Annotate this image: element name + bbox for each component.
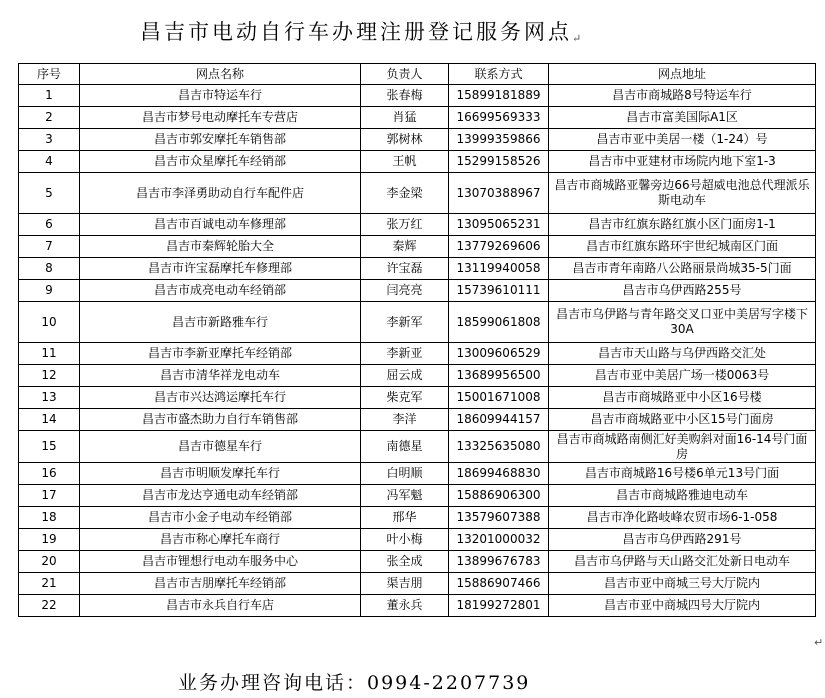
cell-address: 昌吉市商城路南侧汇好美购斜对面16-14号门面房	[549, 431, 816, 463]
cell-index: 14	[19, 409, 80, 431]
cell-person: 李新亚	[361, 343, 449, 365]
cell-index: 9	[19, 280, 80, 302]
cell-name: 昌吉市郭安摩托车销售部	[80, 129, 361, 151]
cell-person: 董永兵	[361, 595, 449, 617]
cell-index: 5	[19, 173, 80, 214]
cell-index: 22	[19, 595, 80, 617]
paragraph-mark-icon: ↵	[814, 636, 824, 649]
cell-phone: 13779269606	[449, 236, 549, 258]
table-row	[19, 387, 816, 409]
cell-person: 张春梅	[361, 85, 449, 107]
cell-name: 昌吉市德星车行	[80, 431, 361, 463]
cell-person: 肖猛	[361, 107, 449, 129]
cell-index: 16	[19, 463, 80, 485]
table-row	[19, 431, 816, 463]
table-row	[19, 173, 816, 214]
cell-person: 张万红	[361, 214, 449, 236]
cell-address: 昌吉市商城路亚中小区15号门面房	[549, 409, 816, 431]
cell-person: 白明顺	[361, 463, 449, 485]
cell-index: 2	[19, 107, 80, 129]
table-row	[19, 463, 816, 485]
cell-address: 昌吉市商城路雅迪电动车	[549, 485, 816, 507]
cell-person: 张全成	[361, 551, 449, 573]
cell-person: 渠吉朋	[361, 573, 449, 595]
table-row	[19, 280, 816, 302]
cell-address: 昌吉市中亚建材市场院内地下室1-3	[549, 151, 816, 173]
table-row	[19, 214, 816, 236]
cell-index: 19	[19, 529, 80, 551]
paragraph-mark-icon: ↵	[572, 32, 582, 45]
cell-person: 闫亮亮	[361, 280, 449, 302]
table-row	[19, 236, 816, 258]
cell-person: 秦辉	[361, 236, 449, 258]
cell-phone: 13325635080	[449, 431, 549, 463]
cell-name: 昌吉市锂想行电动车服务中心	[80, 551, 361, 573]
hotline-text: 业务办理咨询电话：0994-2207739	[178, 672, 531, 694]
table-row	[19, 258, 816, 280]
cell-person: 郭树林	[361, 129, 449, 151]
cell-phone: 15886907466	[449, 573, 549, 595]
cell-phone: 18609944157	[449, 409, 549, 431]
cell-index: 21	[19, 573, 80, 595]
cell-index: 18	[19, 507, 80, 529]
cell-phone: 18599061808	[449, 302, 549, 343]
cell-name: 昌吉市众星摩托车经销部	[80, 151, 361, 173]
cell-phone: 13119940058	[449, 258, 549, 280]
table-row	[19, 343, 816, 365]
cell-index: 8	[19, 258, 80, 280]
cell-phone: 15001671008	[449, 387, 549, 409]
cell-address: 昌吉市商城路16号楼6单元13号门面	[549, 463, 816, 485]
cell-person: 叶小梅	[361, 529, 449, 551]
cell-address: 昌吉市亚中商城四号大厅院内	[549, 595, 816, 617]
cell-phone: 13201000032	[449, 529, 549, 551]
cell-name: 昌吉市明顺发摩托车行	[80, 463, 361, 485]
cell-phone: 16699569333	[449, 107, 549, 129]
header-person: 负责人	[361, 64, 449, 85]
cell-person: 王帆	[361, 151, 449, 173]
cell-name: 昌吉市李泽勇助动自行车配件店	[80, 173, 361, 214]
cell-address: 昌吉市亚中美居广场一楼0063号	[549, 365, 816, 387]
table-row	[19, 151, 816, 173]
header-name: 网点名称	[80, 64, 361, 85]
table-row	[19, 302, 816, 343]
cell-name: 昌吉市永兵自行车店	[80, 595, 361, 617]
cell-person: 李新军	[361, 302, 449, 343]
cell-index: 13	[19, 387, 80, 409]
cell-phone: 15739610111	[449, 280, 549, 302]
cell-index: 12	[19, 365, 80, 387]
table-row	[19, 85, 816, 107]
cell-phone: 13579607388	[449, 507, 549, 529]
header-address: 网点地址	[549, 64, 816, 85]
table-row	[19, 485, 816, 507]
cell-name: 昌吉市称心摩托车商行	[80, 529, 361, 551]
cell-index: 10	[19, 302, 80, 343]
cell-name: 昌吉市李新亚摩托车经销部	[80, 343, 361, 365]
cell-person: 李金梁	[361, 173, 449, 214]
cell-name: 昌吉市许宝磊摩托车修理部	[80, 258, 361, 280]
cell-name: 昌吉市龙达亨通电动车经销部	[80, 485, 361, 507]
cell-phone: 15299158526	[449, 151, 549, 173]
cell-index: 20	[19, 551, 80, 573]
cell-index: 15	[19, 431, 80, 463]
cell-name: 昌吉市吉朋摩托车经销部	[80, 573, 361, 595]
cell-address: 昌吉市红旗东路红旗小区门面房1-1	[549, 214, 816, 236]
table-row	[19, 507, 816, 529]
cell-address: 昌吉市乌伊路与青年路交叉口亚中美居写字楼下30A	[549, 302, 816, 343]
cell-phone: 15899181889	[449, 85, 549, 107]
cell-name: 昌吉市小金子电动车经销部	[80, 507, 361, 529]
page-title: 昌吉市电动自行车办理注册登记服务网点↵	[140, 20, 582, 45]
cell-phone: 18199272801	[449, 595, 549, 617]
table-header-row	[19, 64, 816, 85]
cell-name: 昌吉市梦号电动摩托车专营店	[80, 107, 361, 129]
cell-index: 7	[19, 236, 80, 258]
cell-name: 昌吉市特运车行	[80, 85, 361, 107]
table-row	[19, 551, 816, 573]
cell-name: 昌吉市新路雅车行	[80, 302, 361, 343]
cell-name: 昌吉市秦辉轮胎大全	[80, 236, 361, 258]
cell-name: 昌吉市百诚电动车修理部	[80, 214, 361, 236]
table-row	[19, 595, 816, 617]
table-row	[19, 365, 816, 387]
service-points-table	[18, 63, 816, 617]
cell-phone: 13009606529	[449, 343, 549, 365]
cell-address: 昌吉市乌伊路与天山路交汇处新日电动车	[549, 551, 816, 573]
cell-address: 昌吉市商城路8号特运车行	[549, 85, 816, 107]
cell-phone: 13095065231	[449, 214, 549, 236]
cell-address: 昌吉市商城路亚中小区16号楼	[549, 387, 816, 409]
cell-address: 昌吉市富美国际A1区	[549, 107, 816, 129]
cell-index: 11	[19, 343, 80, 365]
cell-index: 1	[19, 85, 80, 107]
cell-address: 昌吉市乌伊西路291号	[549, 529, 816, 551]
cell-index: 17	[19, 485, 80, 507]
cell-address: 昌吉市净化路岐峰农贸市场6-1-058	[549, 507, 816, 529]
cell-phone: 13689956500	[449, 365, 549, 387]
cell-address: 昌吉市亚中美居一楼（1-24）号	[549, 129, 816, 151]
cell-index: 6	[19, 214, 80, 236]
cell-name: 昌吉市盛杰助力自行车销售部	[80, 409, 361, 431]
cell-phone: 13070388967	[449, 173, 549, 214]
cell-name: 昌吉市兴达鸿运摩托车行	[80, 387, 361, 409]
table-row	[19, 409, 816, 431]
cell-phone: 13999359866	[449, 129, 549, 151]
header-index: 序号	[19, 64, 80, 85]
cell-address: 昌吉市天山路与乌伊西路交汇处	[549, 343, 816, 365]
cell-address: 昌吉市乌伊西路255号	[549, 280, 816, 302]
cell-name: 昌吉市清华祥龙电动车	[80, 365, 361, 387]
cell-address: 昌吉市亚中商城三号大厅院内	[549, 573, 816, 595]
cell-phone: 13899676783	[449, 551, 549, 573]
cell-person: 屈云成	[361, 365, 449, 387]
cell-address: 昌吉市红旗东路环宇世纪城南区门面	[549, 236, 816, 258]
table-row	[19, 129, 816, 151]
cell-phone: 15886906300	[449, 485, 549, 507]
cell-address: 昌吉市青年南路八公路丽景尚城35-5门面	[549, 258, 816, 280]
cell-person: 冯军魁	[361, 485, 449, 507]
cell-person: 李洋	[361, 409, 449, 431]
cell-person: 邢华	[361, 507, 449, 529]
cell-index: 4	[19, 151, 80, 173]
cell-person: 柴克军	[361, 387, 449, 409]
table-row	[19, 107, 816, 129]
cell-person: 许宝磊	[361, 258, 449, 280]
cell-index: 3	[19, 129, 80, 151]
cell-address: 昌吉市商城路亚馨旁边66号超威电池总代理派乐斯电动车	[549, 173, 816, 214]
table-row	[19, 529, 816, 551]
cell-person: 南德星	[361, 431, 449, 463]
cell-phone: 18699468830	[449, 463, 549, 485]
table-row	[19, 573, 816, 595]
cell-name: 昌吉市成亮电动车经销部	[80, 280, 361, 302]
header-phone: 联系方式	[449, 64, 549, 85]
